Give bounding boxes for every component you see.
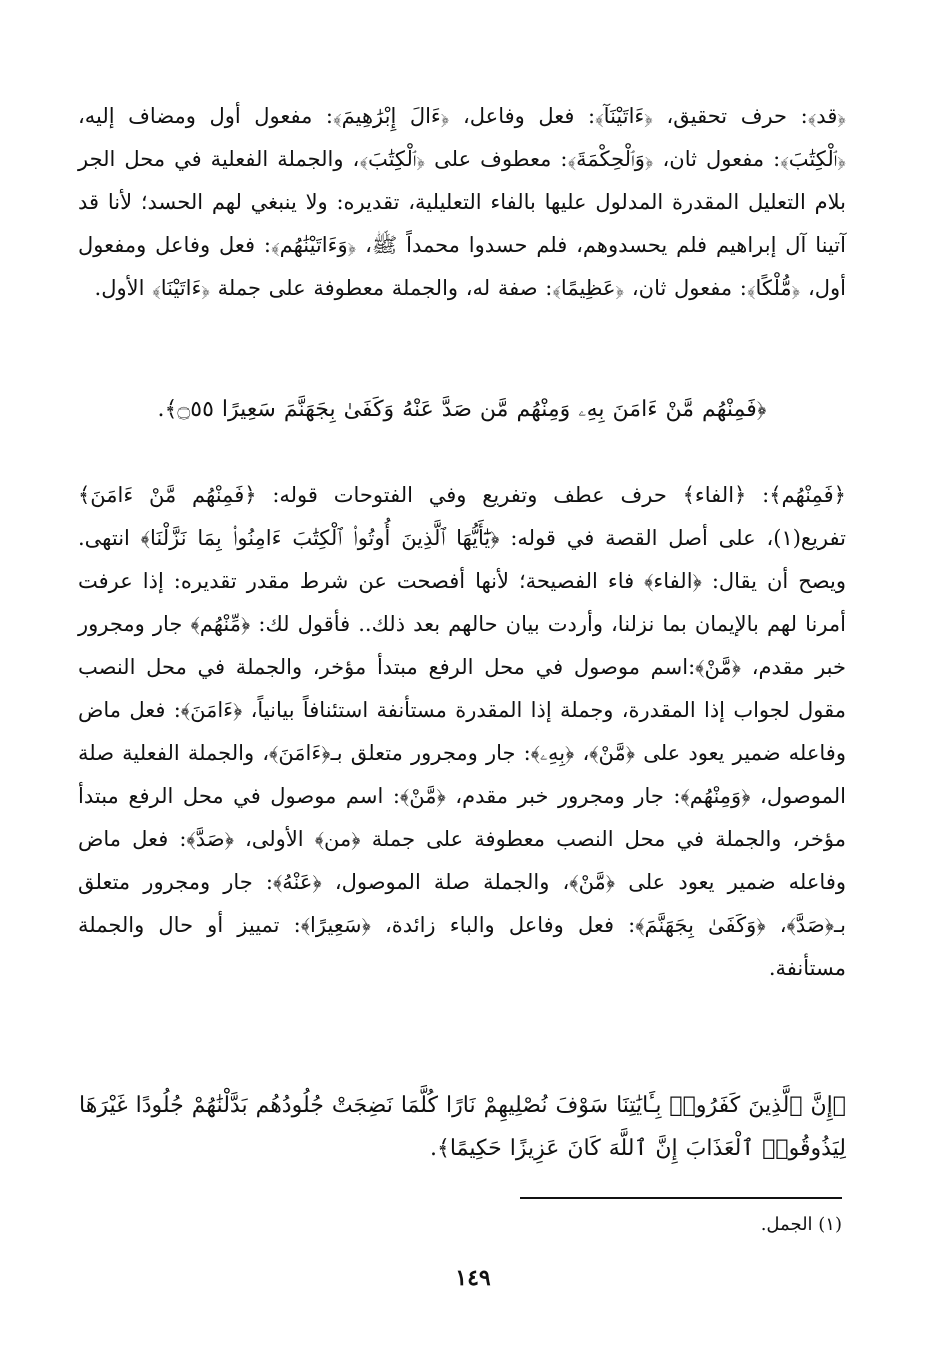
quran-verse-55: ﴿فَمِنْهُم مَّنْ ءَامَنَ بِهِۦ وَمِنْهُم مَّن صَدَّ عَنْهُ وَكَفَىٰ بِجَهَنَّمَ سَعِيرًا ۝٥٥﴾. — [157, 397, 767, 422]
commentary-paragraph-1: ﴿قد﴾: حرف تحقيق، ﴿ءَاتَيْنَآ﴾: فعل وفاعل، ﴿ءَالَ إِبْرَٰهِيمَ﴾: مفعول أول ومضاف إليه، ﴿ٱلْكِتَٰبَ﴾: مفعول ثان، ﴿وَٱلْحِكْمَةَ﴾: معطوف على ﴿ٱلْكِتَٰبَ﴾، والجملة الفعلية في محل الجر بلام التعليل المقدرة المدلول عليها بالفاء التعليلية، تقديره: ولا ينبغي لهم الحسد؛ لأنا قد آتينا آل إبراهيم فلم يحسدوهم، فلم حسدوا محمداً ﷺ، ﴿وَءَاتَيْنَٰهُم﴾: فعل وفاعل ومفعول أول، ﴿مُّلْكًا﴾: مفعول ثان، ﴿عَظِيمًا﴾: صفة له، والجملة معطوفة على جملة ﴿ءَاتَيْنَا﴾ الأول. — [78, 104, 846, 300]
verse-56-line-2: لِيَذُوقُوا۟ ٱلْعَذَابَ إِنَّ ٱللَّهَ كَانَ عَزِيزًا حَكِيمًا﴾. — [430, 1136, 846, 1161]
verse-56-line-1: ﴿إِنَّ ٱلَّذِينَ كَفَرُوا۟ بِـَٔايَٰتِنَا سَوْفَ نُصْلِيهِمْ نَارًا كُلَّمَا نَضِجَتْ جُلُودُهُم بَدَّلْنَٰهُمْ جُلُودًا غَيْرَهَا — [79, 1093, 846, 1118]
page-number: ١٤٩ — [455, 1265, 491, 1291]
quran-verse-56 — [78, 1084, 846, 1170]
footnote: (١) الجمل. — [760, 1214, 842, 1235]
footnote-divider — [520, 1197, 842, 1199]
commentary-paragraph-2: ﴿فَمِنْهُم﴾: ﴿الفاء﴾ حرف عطف وتفريع وفي الفتوحات قوله: ﴿فَمِنْهُم مَّنْ ءَامَنَ﴾ تفريع(١)، على أصل القصة في قوله: ﴿يَٰٓأَيُّهَا ٱلَّذِينَ أُوتُوا۟ ٱلْكِتَٰبَ ءَامِنُوا۟ بِمَا نَزَّلْنَا﴾ انتهى. ويصح أن يقال: ﴿الفاء﴾ فاء الفصيحة؛ لأنها أفصحت عن شرط مقدر تقديره: إذا عرفت أمرنا لهم بالإيمان بما نزلنا، وأردت بيان حالهم بعد ذلك.. فأقول لك: ﴿مِّنْهُم﴾ جار ومجرور خبر مقدم، ﴿مَّنْ﴾:اسم موصول في محل الرفع مبتدأ مؤخر، والجملة في محل النصب مقول لجواب إذا المقدرة، وجملة إذا المقدرة مستأنفة استئنافاً بيانياً، ﴿ءَامَنَ﴾: فعل ماض وفاعله ضمير يعود على ﴿مَّنْ﴾، ﴿بِهِۦ﴾: جار ومجرور متعلق بـ﴿ءَامَنَ﴾، والجملة الفعلية صلة الموصول، ﴿وَمِنْهُم﴾: جار ومجرور خبر مقدم، ﴿مَّنْ﴾: اسم موصول في محل الرفع مبتدأ مؤخر، والجملة في محل النصب معطوفة على جملة ﴿من﴾ الأولى، ﴿صَدَّ﴾: فعل ماض وفاعله ضمير يعود على ﴿مَّنْ﴾، والجملة صلة الموصول، ﴿عَنْهُ﴾: جار ومجرور متعلق بـ﴿صَدَّ﴾، ﴿وَكَفَىٰ بِجَهَنَّمَ﴾: فعل وفاعل والباء زائدة، ﴿سَعِيرًا﴾: تمييز أو حال والجملة مستأنفة. — [78, 483, 846, 980]
